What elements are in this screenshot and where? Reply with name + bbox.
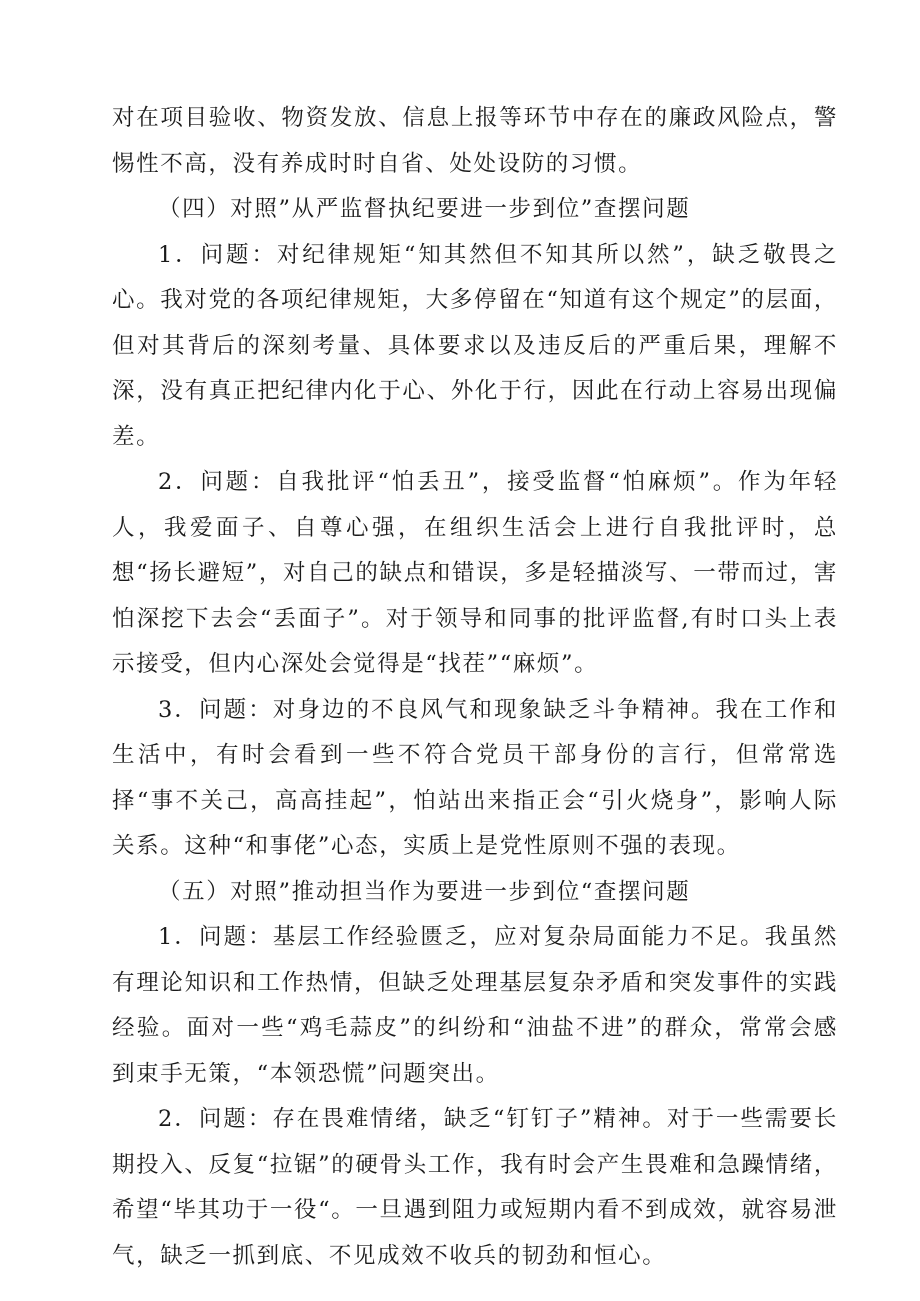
section-heading-5: （五）对照”推动担当作为要进一步到位“查摆问题 <box>158 878 691 905</box>
document-body <box>112 96 838 1279</box>
problem-item-5-1: 1．问题：基层工作经验匮乏，应对复杂局面能力不足。我虽然有理论知识和工作热情，但缺乏处理基层复杂矛盾和突发事件的实践经验。面对一些“鸡毛蒜皮”的纠纷和“油盐不进”的群众，常常会感到束手无策，“本领恐慌”问题突出。 <box>112 924 838 1087</box>
paragraph-continuation: 对在项目验收、物资发放、信息上报等环节中存在的廉政风险点，警惕性不高，没有养成时时自省、处处设防的习惯。 <box>112 105 838 177</box>
problem-item-4-1: 1．问题：对纪律规矩“知其然但不知其所以然”，缺乏敬畏之心。我对党的各项纪律规矩，大多停留在“知道有这个规定”的层面，但对其背后的深刻考量、具体要求以及违反后的严重后果，理解不深，没有真正把纪律内化于心、外化于行，因此在行动上容易出现偏差。 <box>112 241 838 450</box>
problem-item-4-2: 2．问题：自我批评“怕丢丑”，接受监督“怕麻烦”。作为年轻人，我爱面子、自尊心强，在组织生活会上进行自我批评时，总想“扬长避短”，对自己的缺点和错误，多是轻描淡写、一带而过，害怕深挖下去会“丢面子”。对于领导和同事的批评监督,有时口头上表示接受，但内心深处会觉得是“找茬”“麻烦”。 <box>112 469 838 677</box>
problem-item-5-2: 2．问题：存在畏难情绪，缺乏“钉钉子”精神。对于一些需要长期投入、反复“拉锯”的硬骨头工作，我有时会产生畏难和急躁情绪，希望“毕其功于一役“。一旦遇到阻力或短期内看不到成效，就容易泄气，缺乏一抓到底、不见成效不收兵的韧劲和恒心。 <box>112 1106 838 1269</box>
section-heading-4: （四）对照”从严监督执纪要进一步到位”查摆问题 <box>158 196 691 222</box>
problem-item-4-3: 3．问题：对身边的不良风气和现象缺乏斗争精神。我在工作和生活中，有时会看到一些不符合党员干部身份的言行，但常常选择“事不关己，高高挂起”，怕站出来指正会“引火烧身”，影响人际关系。这种“和事佬”心态，实质上是党性原则不强的表现。 <box>112 696 838 859</box>
